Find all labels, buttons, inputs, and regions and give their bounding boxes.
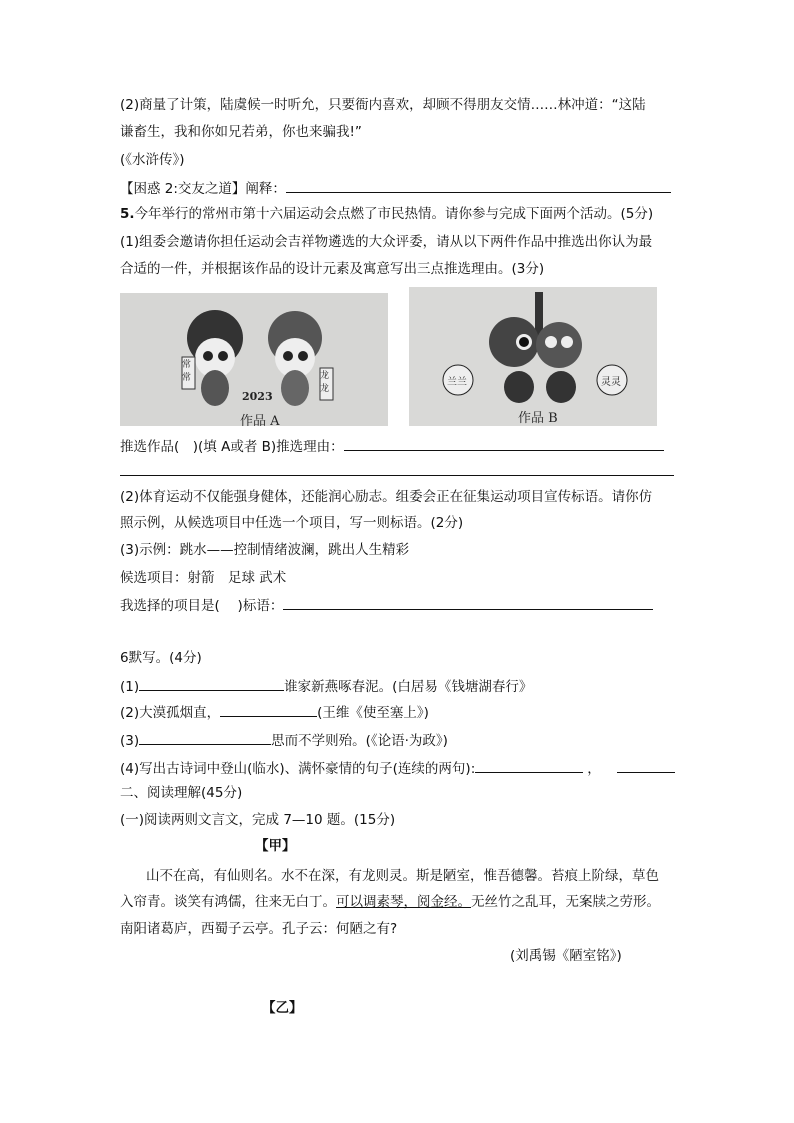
q6-title: 6默写。(4分) bbox=[120, 650, 202, 666]
choose-work-label: 推选作品( )(填 A或者 B)推选理由： bbox=[120, 439, 344, 455]
passage-jia-line-2b: 无丝竹之乱耳，无案牍之劳形。 bbox=[471, 894, 660, 910]
q6-item-3 bbox=[120, 730, 448, 750]
reason-blank-1[interactable] bbox=[344, 436, 664, 451]
q6-item-4-blank-2[interactable] bbox=[617, 758, 675, 773]
q6-item-4-comma: ， bbox=[587, 761, 601, 777]
q6-item-3-text: 思而不学则殆。(《论语·为政》) bbox=[271, 733, 448, 749]
puzzle-2-row bbox=[120, 178, 671, 198]
q5-p2-line2: 照示例，从候选项目中任选一个项目，写一则标语。(2分) bbox=[120, 515, 464, 531]
slogan-label: 我选择的项目是( )标语： bbox=[120, 598, 284, 614]
mascot-a-name-left: 常常 bbox=[182, 360, 192, 383]
q6-item-1-text: 谁家新燕啄春泥。(白居易《钱塘湖春行》 bbox=[284, 679, 533, 695]
choose-work-row bbox=[120, 436, 664, 456]
q5-title-text: 今年举行的常州市第十六届运动会点燃了市民热情。请你参与完成下面两个活动。(5分) bbox=[134, 206, 654, 222]
q6-item-2-text: (2)大漠孤烟直， bbox=[120, 705, 221, 721]
mascot-a-drawing bbox=[120, 293, 388, 426]
puzzle-2-answer-blank[interactable] bbox=[286, 178, 671, 193]
mascot-a-name-right: 龙龙 bbox=[320, 371, 330, 394]
passage-jia-line-3: 南阳诸葛庐，西蜀子云亭。孔子云：何陋之有? bbox=[120, 921, 398, 937]
puzzle-2-label: 【困惑 2:交友之道】阐释： bbox=[120, 181, 286, 197]
q6-item-4 bbox=[120, 758, 675, 778]
passage-jia-source: (刘禹锡《陋室铭》) bbox=[510, 948, 622, 964]
q6-item-1 bbox=[120, 676, 532, 696]
q5-title bbox=[120, 205, 653, 223]
q6-item-3-blank[interactable] bbox=[139, 730, 271, 745]
q6-item-1-blank[interactable] bbox=[139, 676, 284, 691]
q5-candidates: 候选项目：射箭 足球 武术 bbox=[120, 570, 287, 586]
q5-p3-example: (3)示例：跳水——控制情绪波澜，跳出人生精彩 bbox=[120, 542, 410, 558]
q6-item-4-text: (4)写出古诗词中登山(临水)、满怀豪情的句子(连续的两句): bbox=[120, 761, 476, 777]
mascot-image-a bbox=[120, 293, 388, 426]
mascot-b-name-right: 灵灵 bbox=[601, 377, 621, 388]
mascot-a-caption: 作品 A bbox=[240, 414, 280, 426]
q6-item-4-blank-1[interactable] bbox=[475, 758, 583, 773]
q5-p2-line1: (2)体育运动不仅能强身健体，还能润心励志。组委会正在征集运动项目宣传标语。请你仿 bbox=[120, 489, 653, 505]
q6-item-2 bbox=[120, 702, 429, 722]
q6-item-2-blank[interactable] bbox=[220, 702, 317, 717]
quote-line-2: 谦畜生，我和你如兄若弟，你也来骗我!” bbox=[120, 124, 362, 140]
q5-p1-line1: (1)组委会邀请你担任运动会吉祥物遴选的大众评委，请从以下两件作品中推选出你认为最 bbox=[120, 234, 653, 250]
passage-jia-label: 【甲】 bbox=[255, 838, 296, 854]
q6-item-3-num: (3) bbox=[120, 733, 140, 749]
q6-item-2-source: (王维《使至塞上》) bbox=[317, 705, 429, 721]
mascot-image-b bbox=[409, 287, 657, 426]
mascot-b-name-left: 兰兰 bbox=[447, 377, 467, 388]
mascot-b-caption: 作品 B bbox=[518, 411, 558, 426]
section-2-sub-1: (一)阅读两则文言文，完成 7—10 题。(15分) bbox=[120, 812, 396, 828]
mascot-a-year: 2023 bbox=[242, 390, 273, 403]
q6-item-1-num: (1) bbox=[120, 679, 140, 695]
passage-jia-line-1: 山不在高，有仙则名。水不在深，有龙则灵。斯是陋室，惟吾德馨。苔痕上阶绿，草色 bbox=[146, 868, 659, 884]
quote-line-1: (2)商量了计策，陆虞候一时听允，只要衙内喜欢，却顾不得朋友交情……林冲道：“这陆 bbox=[120, 97, 646, 113]
passage-jia-line-2 bbox=[120, 893, 660, 911]
mascot-b-drawing bbox=[409, 287, 657, 426]
slogan-blank[interactable] bbox=[283, 595, 653, 610]
quote-source: (《水浒传》) bbox=[120, 152, 185, 168]
passage-jia-line-2a: 入帘青。谈笑有鸿儒，往来无白丁。 bbox=[120, 894, 336, 910]
q5-p1-line2: 合适的一件，并根据该作品的设计元素及寓意写出三点推选理由。(3分) bbox=[120, 261, 545, 277]
reason-blank-2[interactable] bbox=[120, 475, 674, 476]
section-2-title: 二、阅读理解(45分) bbox=[120, 785, 243, 801]
passage-jia-underlined: 可以调素琴，阅金经。 bbox=[336, 894, 471, 910]
slogan-row bbox=[120, 595, 653, 615]
q5-number: 5. bbox=[120, 206, 135, 222]
passage-yi-label: 【乙】 bbox=[262, 1000, 303, 1016]
